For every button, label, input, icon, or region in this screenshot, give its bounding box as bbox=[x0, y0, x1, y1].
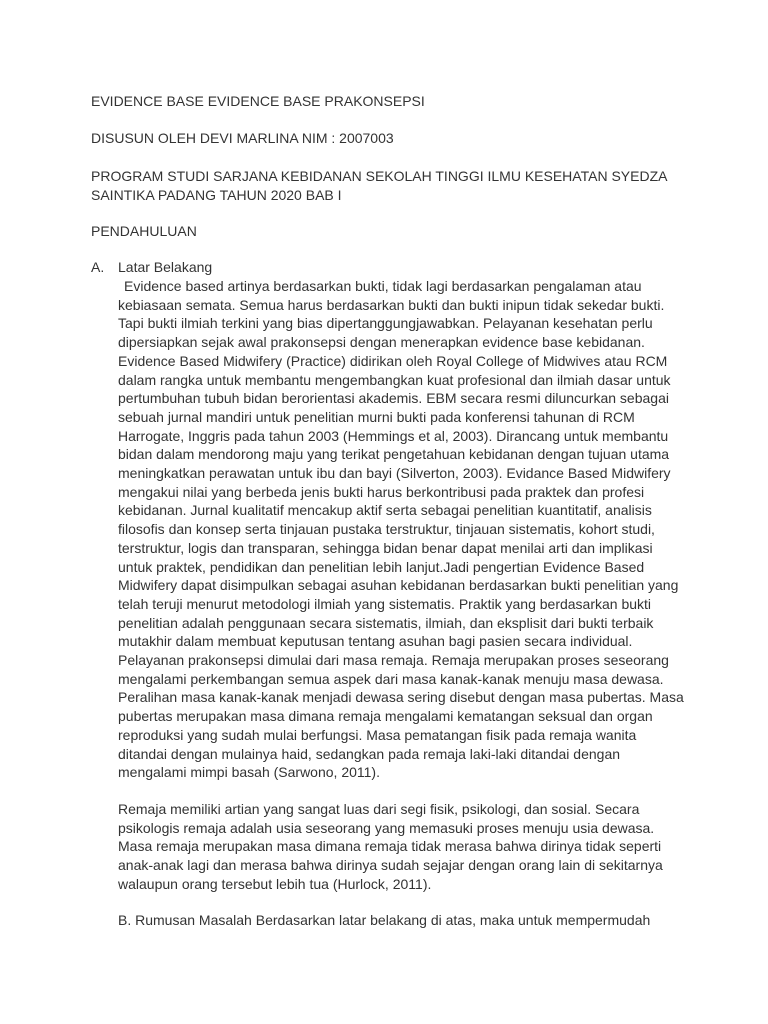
paragraph-line: reproduksi yang sudah mulai berfungsi. Masa pematangan fisik pada remaja wanita bbox=[118, 726, 637, 743]
paragraph-line: telah teruji menurut metodologi ilmiah yang sistematis. Praktik yang berdasarkan bukti bbox=[118, 595, 652, 612]
paragraph-line: mengalami perkembangan semua aspek dari masa kanak-kanak menuju masa dewasa. bbox=[118, 670, 664, 687]
paragraph-line: Evidence Based Midwifery (Practice) didirikan oleh Royal College of Midwives atau RCM bbox=[118, 352, 668, 369]
paragraph-line: Remaja memiliki artian yang sangat luas dari segi fisik, psikologi, dan sosial. Secara bbox=[118, 801, 640, 817]
paragraph-line: kebidanan. Jurnal kualitatif mencakup aktif serta sebagai penelitian kuantitatif, analisis bbox=[118, 502, 652, 519]
paragraph-line: pertumbuhan tubuh bidan berorientasi akademis. EBM secara resmi diluncurkan sebagai bbox=[118, 390, 669, 407]
author-line: DISUSUN OLEH DEVI MARLINA NIM : 2007003 bbox=[91, 130, 394, 146]
chapter-heading: PENDAHULUAN bbox=[91, 223, 197, 239]
paragraph-line: sebuah jurnal mandiri untuk penelitian murni bukti pada konferensi tahunan di RCM bbox=[118, 408, 635, 425]
paragraph-2 bbox=[118, 800, 718, 894]
paragraph-1 bbox=[118, 277, 718, 782]
paragraph-line: meningkatkan perawatan untuk ibu dan bayi (Silverton, 2003). Evidance Based Midwifery bbox=[118, 465, 671, 482]
paragraph-line: anak-anak lagi dan merasa bahwa dirinya sudah sejajar dengan orang lain di sekitarnya bbox=[118, 857, 663, 874]
institution-line-1: PROGRAM STUDI SARJANA KEBIDANAN SEKOLAH TINGGI ILMU KESEHATAN SYEDZA bbox=[91, 168, 668, 184]
paragraph-line: pubertas merupakan masa dimana remaja mengalami kematangan seksual dan organ bbox=[118, 708, 653, 725]
section-a-title: Latar Belakang bbox=[118, 259, 213, 275]
paragraph-line: Tapi bukti ilmiah terkini yang bias dipertanggungjawabkan. Pelayanan kesehatan perlu bbox=[118, 315, 653, 332]
paragraph-line: untuk praktek, pendidikan dan penelitian lebih lanjut.Jadi pengertian Evidence Based bbox=[118, 558, 645, 575]
paragraph-line: mengakui nilai yang berbeda jenis bukti harus berkontribusi pada praktek dan profesi bbox=[118, 483, 645, 500]
paragraph-line: dalam rangka untuk membantu mengembangkan kuat profesional dan ilmiah dasar untuk bbox=[118, 371, 671, 388]
paragraph-line: penelitian adalah penggunaan secara sistematis, ilmiah, dan eksplisit dari bukti terbaik bbox=[118, 614, 654, 631]
paragraph-line: terstruktur, logis dan transparan, sehingga bidan benar dapat menilai arti dan implikasi bbox=[118, 539, 653, 556]
paragraph-line: bidan dalam mendorong maju yang terikat pengetahuan kebidanan dengan tujuan utama bbox=[118, 446, 670, 463]
paragraph-line: ditandai dengan mulainya haid, sedangkan pada remaja laki-laki ditandai dengan bbox=[118, 745, 621, 762]
paragraph-line: walaupun orang tersebut lebih tua (Hurlock, 2011). bbox=[118, 875, 432, 892]
section-a-marker: A. bbox=[91, 259, 105, 275]
section-b-line: B. Rumusan Masalah Berdasarkan latar belakang di atas, maka untuk mempermudah bbox=[118, 912, 651, 928]
paragraph-line: filosofis dan konsep serta tinjauan pustaka terstruktur, tinjauan sistematis, kohort studi, bbox=[118, 521, 655, 538]
paragraph-line: Masa remaja merupakan masa dimana remaja tidak merasa bahwa dirinya tidak seperti bbox=[118, 838, 662, 855]
paragraph-line: kebiasaan semata. Semua harus berdasarkan bukti dan bukti inipun tidak sekedar bukti. bbox=[118, 296, 665, 313]
paragraph-line: Peralihan masa kanak-kanak menjadi dewasa sering disebut dengan masa pubertas. Masa bbox=[118, 689, 684, 706]
paragraph-line: Pelayanan prakonsepsi dimulai dari masa remaja. Remaja merupakan proses seseorang bbox=[118, 652, 669, 669]
paragraph-line: dipersiapkan sejak awal prakonsepsi dengan menerapkan evidence base kebidanan. bbox=[118, 334, 645, 351]
paragraph-line: mutakhir dalam membuat keputusan tentang asuhan bagi pasien secara individual. bbox=[118, 633, 633, 650]
paragraph-line: Midwifery dapat disimpulkan sebagai asuhan kebidanan berdasarkan bukti penelitian yang bbox=[118, 577, 679, 594]
paragraph-line: Harrogate, Inggris pada tahun 2003 (Hemmings et al, 2003). Dirancang untuk membantu bbox=[118, 427, 669, 444]
paragraph-line: psikologis remaja adalah usia seseorang yang memasuki proses menuju usia dewasa. bbox=[118, 819, 655, 836]
document-title: EVIDENCE BASE EVIDENCE BASE PRAKONSEPSI bbox=[91, 93, 425, 109]
institution-line-2: SAINTIKA PADANG TAHUN 2020 BAB I bbox=[91, 187, 342, 203]
paragraph-line: Evidence based artinya berdasarkan bukti, tidak lagi berdasarkan pengalaman atau bbox=[124, 278, 642, 294]
paragraph-line: mengalami mimpi basah (Sarwono, 2011). bbox=[118, 764, 380, 781]
section-b bbox=[118, 911, 718, 930]
